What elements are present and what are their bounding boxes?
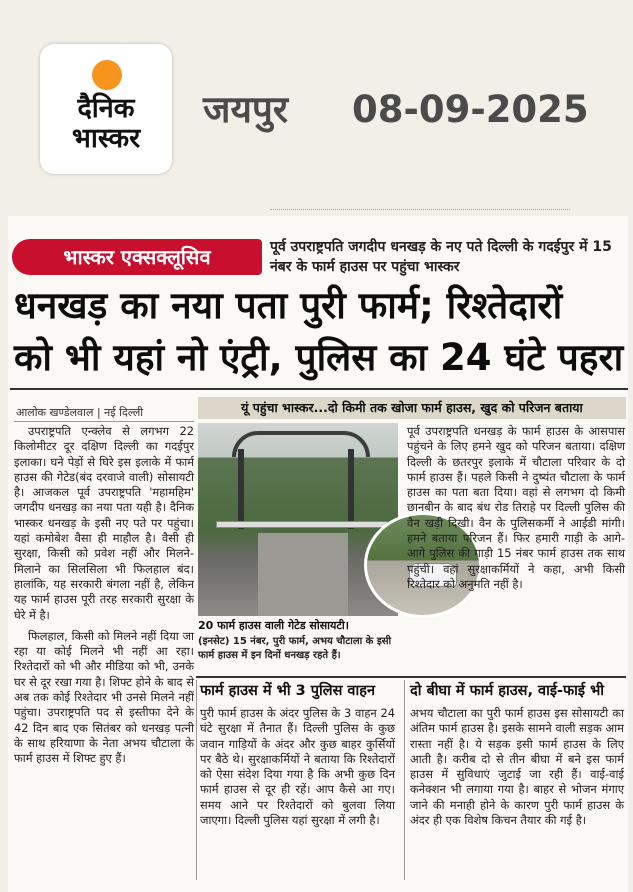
torn-edge-divider bbox=[270, 209, 570, 218]
photo-caption: 20 फार्म हाउस वाली गेटेड सोसायटी। bbox=[198, 619, 349, 632]
headline-line1: धनखड़ का नया पता पुरी फार्म; रिश्तेदारों bbox=[14, 284, 563, 327]
headline-line2: को भी यहां नो एंट्री, पुलिस का 24 घंटे पहरा bbox=[14, 336, 624, 379]
logo-text-line1: दैनिक bbox=[77, 93, 135, 124]
road bbox=[258, 533, 348, 616]
section-heading-wifi: दो बीघा में फार्म हाउस, वाई-फाई भी bbox=[410, 683, 605, 699]
body-paragraph: उपराष्ट्रपति एन्क्लेव से लगभग 22 किलोमीटर दूर दक्षिण दिल्ली का गदईपुर इलाका। घने पेड़ों से घिरे इस इलाके में फार्म हाउस की गेटेड(बंद दरवाजे वाली) सोसायटी है। आजकल पूर्व उपराष्ट्रपति 'महामहिम' जगदीप धनखड़ का नया पता यही है। दैनिक भास्कर धनखड़ के इसी नए पते पर पहुंचा। यहां कमोबेश वैसा ही माहौल है। वैसी ही सुरक्षा, किसी को प्रवेश नहीं और मिलने-मिलाने का सिलसिला भी फिलहाल बंद। हालांकि, यह सरकारी बंगला नहीं है, लेकिन यह फार्म हाउस पूरी तरह सरकारी सुरक्षा के घेरे में है। bbox=[14, 424, 194, 622]
barrier bbox=[216, 521, 388, 528]
newspaper-logo bbox=[40, 44, 172, 174]
byline-rule bbox=[14, 421, 194, 422]
edition-city: जयपुर bbox=[203, 88, 289, 131]
gate-post bbox=[238, 449, 244, 529]
exclusive-badge-label: भास्कर एक्सक्लूसिव bbox=[63, 245, 211, 269]
exclusive-badge bbox=[12, 239, 262, 275]
gate-post bbox=[348, 449, 354, 529]
section-rule bbox=[196, 676, 626, 678]
headline-rule bbox=[10, 388, 628, 390]
edition-date: 08-09-2025 bbox=[352, 88, 589, 131]
body-column-1 bbox=[14, 424, 194, 773]
body-column-3 bbox=[407, 424, 625, 592]
body-column-police: पुरी फार्म हाउस के अंदर पुलिस के 3 वाहन 24 घंटे सुरक्षा में तैनात हैं। दिल्ली पुलिस के कुछ जवान गाड़ियों के अंदर और कुछ बाहर कुर्सियों पर बैठे थे। सुरक्षाकर्मियों ने बताया कि रिश्तेदारों को ऐसा संदेश दिया गया है कि अभी कुछ दिन फार्म हाउस से दूर ही रहें। आप कैसे आ गए। समय आने पर रिश्तेदारों को बुलवा लिया जाएगा। दिल्ली पुलिस यहां सुरक्षा में लगी है। bbox=[200, 706, 395, 828]
gated-society-photo bbox=[198, 423, 398, 616]
inset-caption: (इनसेट) 15 नंबर, पुरी फार्म, अभय चौटाला के इसी फार्म हाउस में इन दिनों धनखड़ रहते हैं। bbox=[198, 636, 392, 661]
column-divider bbox=[196, 680, 197, 880]
column-divider bbox=[404, 680, 405, 880]
article-kicker: पूर्व उपराष्ट्रपति जगदीप धनखड़ के नए पते दिल्ली के गदईपुर में 15 नंबर के फार्म हाउस पर पहुंचा भास्कर bbox=[270, 239, 612, 275]
sun-logo-icon bbox=[92, 60, 122, 90]
logo-text-line2: भास्कर bbox=[71, 123, 141, 154]
subhead-banner bbox=[198, 397, 626, 419]
body-column-wifi: अभय चौटाला का पुरी फार्म हाउस इस सोसायटी का अंतिम फार्म हाउस है। इसके सामने वाली सड़क आम रास्ता नहीं है। ये सड़क इसी फार्म हाउस के लिए आती है। करीब दो से तीन बीघा में बने इस फार्म हाउस में सुविधाएं जुटाई जा रही हैं। वाई-वाई कनेक्शन भी लगाया गया है। बाहर से भोजन मंगाए जाने की मनाही होने के कारण पुरी फार्म हाउस के अंदर ही एक विशेष किचन तैयार की गई है। bbox=[410, 706, 624, 828]
body-paragraph: फिलहाल, किसी को मिलने नहीं दिया जा रहा या कोई मिलने भी नहीं आ रहा। रिश्तेदारों को भी और मीडिया को भी, उनके घर से दूर रखा गया है। शिफ्ट होने के बाद से अब तक कोई रिश्तेदार भी उनसे मिलने नहीं पहुंचा। उपराष्ट्रपति पद से इस्तीफा देने के 42 दिन बाद एक सितंबर को धनखड़ पत्नी के साथ हरियाणा के नेता अभय चौटाला के फार्म हाउस में शिफ्ट हुए हैं। bbox=[14, 628, 194, 766]
body-paragraph: पूर्व उपराष्ट्रपति धनखड़ के फार्म हाउस के आसपास पहुंचने के लिए हमने खुद को परिजन बताया। दक्षिण दिल्ली के छतरपुर इलाके में चौटाला परिवार के दो फार्म हाउस हैं। पहले किसी ने दुष्यंत चौटाला के फार्म हाउस का पता बता दिया। वहां से लगभग दो किमी छानबीन के बाद बंध रोड तिराहे पर दिल्ली पुलिस की वैन खड़ी दिखी। वैन के पुलिसकर्मी ने आईडी मांगी। हमने बताया परिजन हैं। फिर हमारी गाड़ी के आगे-आगे पुलिस की गाड़ी 15 नंबर फार्म हाउस तक साथ पहुंची। वहां सुरक्षाकर्मियों ने कहा, अभी किसी रिश्तेदार को अनुमति नहीं है। bbox=[407, 424, 625, 591]
subhead-text: यूं पहुंचा भास्कर...दो किमी तक खोजा फार्म हाउस, खुद को परिजन बताया bbox=[241, 400, 583, 415]
byline: आलोक खण्डेलवाल | नई दिल्ली bbox=[16, 406, 144, 419]
section-heading-police: फार्म हाउस में भी 3 पुलिस वाहन bbox=[200, 683, 375, 699]
